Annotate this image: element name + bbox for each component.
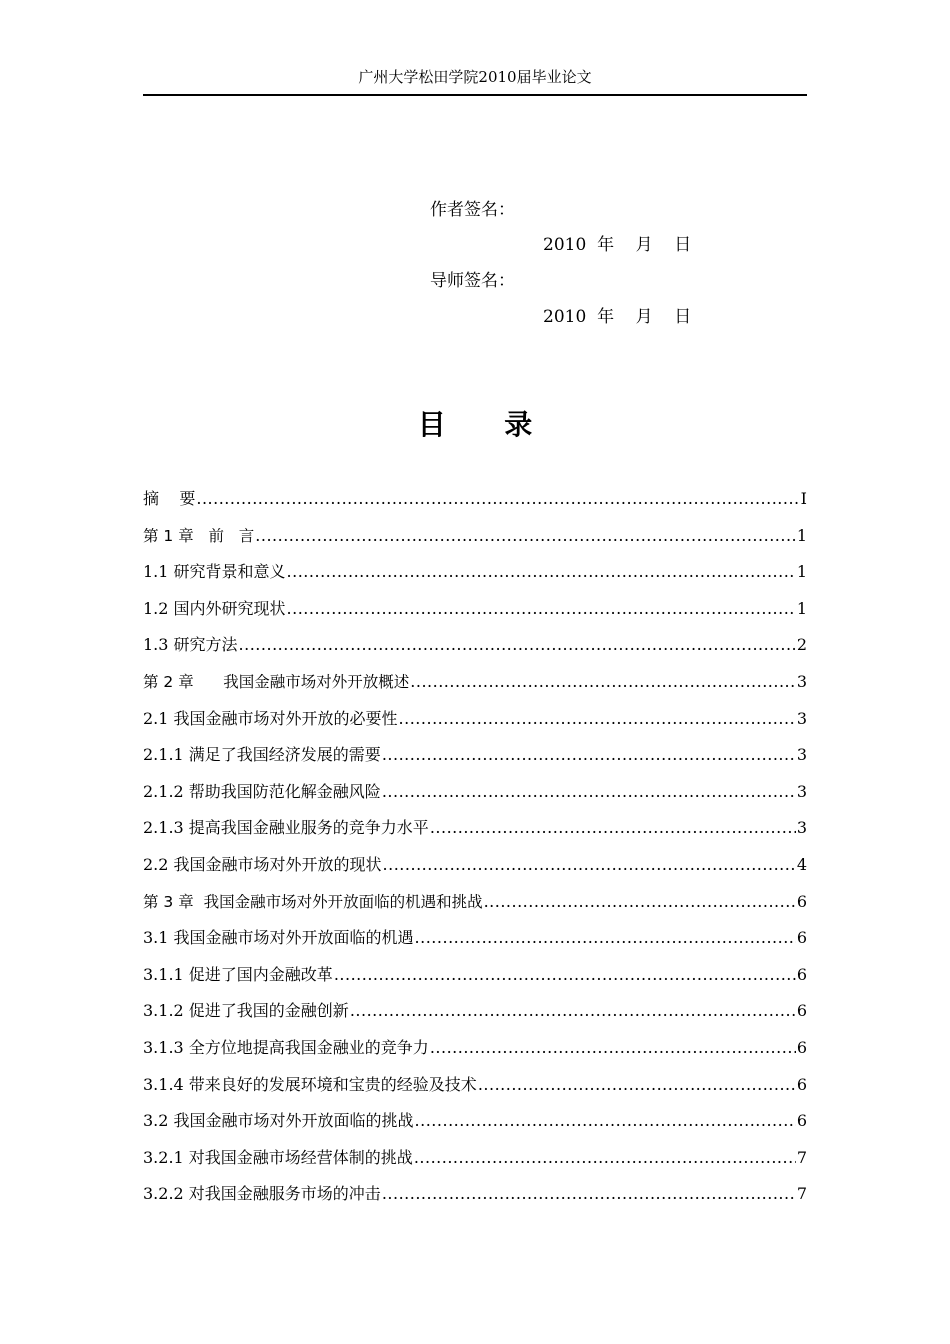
toc-entry-page: I — [800, 489, 807, 508]
toc-dot-leader — [382, 777, 796, 807]
toc-entry[interactable] — [143, 484, 807, 521]
toc-entry[interactable] — [143, 777, 807, 814]
toc-entry[interactable] — [143, 630, 807, 667]
toc-entry[interactable] — [143, 1179, 807, 1216]
toc-dot-leader — [334, 960, 796, 990]
toc-entry-title: 3.2.2 对我国金融服务市场的冲击 — [143, 1184, 381, 1204]
toc-dot-leader — [415, 923, 796, 953]
toc-entry-title: 3.1.4 带来良好的发展环境和宝贵的经验及技术 — [143, 1074, 477, 1094]
toc-entry[interactable] — [143, 960, 807, 997]
toc-entry-title: 3.1.1 促进了国内金融改革 — [143, 964, 333, 984]
toc-dot-leader — [239, 630, 796, 660]
toc-entry-title: 3.1 我国金融市场对外开放面临的机遇 — [143, 928, 414, 948]
toc-entry[interactable] — [143, 1106, 807, 1143]
toc-dot-leader — [410, 667, 796, 697]
toc-entry-page: 1 — [796, 525, 807, 545]
toc-dot-leader — [196, 484, 799, 514]
toc-entry-page: 7 — [796, 1184, 807, 1204]
toc-entry-title: 3.2.1 对我国金融市场经营体制的挑战 — [143, 1147, 413, 1167]
toc-entry-page: 6 — [796, 928, 807, 948]
toc-entry-page: 2 — [796, 635, 807, 655]
toc-dot-leader — [287, 557, 796, 587]
toc-dot-leader — [430, 813, 796, 843]
toc-dot-leader — [484, 887, 796, 917]
toc-entry[interactable] — [143, 887, 807, 924]
toc-entry-page: 3 — [796, 818, 807, 838]
toc-dot-leader — [478, 1070, 796, 1100]
toc-entry-page: 6 — [796, 964, 807, 984]
toc-entry[interactable] — [143, 704, 807, 741]
toc-entry-title: 2.2 我国金融市场对外开放的现状 — [143, 854, 382, 874]
signature-block — [0, 0, 950, 340]
toc-dot-leader — [383, 850, 796, 880]
toc-entry-page: 3 — [796, 708, 807, 728]
toc-entry-title: 2.1.2 帮助我国防范化解金融风险 — [143, 781, 381, 801]
toc-dot-leader — [415, 1106, 796, 1136]
toc-entry-title: 1.3 研究方法 — [143, 635, 238, 655]
toc-entry[interactable] — [143, 996, 807, 1033]
toc-entry-title: 第 2 章 我国金融市场对外开放概述 — [143, 672, 410, 691]
toc-entry-title: 第 3 章 我国金融市场对外开放面临的机遇和挑战 — [143, 892, 483, 911]
toc-entry[interactable] — [143, 521, 807, 558]
toc-dot-leader — [414, 1143, 796, 1173]
toc-dot-leader — [430, 1033, 796, 1063]
header-title: 广州大学松田学院2010届毕业论文 — [358, 68, 592, 86]
toc-entry-page: 6 — [796, 1001, 807, 1021]
toc-entry[interactable] — [143, 850, 807, 887]
toc-entry-page: 6 — [796, 891, 807, 911]
author-signature-date: 2010 年 月 日 — [543, 235, 692, 255]
toc-entry-title: 3.2 我国金融市场对外开放面临的挑战 — [143, 1111, 414, 1131]
toc-entry-title: 1.2 国内外研究现状 — [143, 598, 286, 618]
toc-entry-title: 2.1 我国金融市场对外开放的必要性 — [143, 708, 398, 728]
toc-dot-leader — [255, 521, 796, 551]
author-signature-label: 作者签名： — [430, 200, 515, 220]
advisor-signature-date: 2010 年 月 日 — [543, 307, 692, 327]
toc-title: 目 录 — [417, 408, 533, 441]
toc-entry-page: 1 — [796, 562, 807, 582]
toc-entry-title: 3.1.2 促进了我国的金融创新 — [143, 1001, 349, 1021]
toc-entry[interactable] — [143, 740, 807, 777]
toc-entry-title: 1.1 研究背景和意义 — [143, 562, 286, 582]
toc-entry-title: 摘 要 — [143, 489, 196, 508]
toc-entry[interactable] — [143, 923, 807, 960]
toc-entry-title: 2.1.3 提高我国金融业服务的竞争力水平 — [143, 818, 429, 838]
toc-dot-leader — [399, 704, 796, 734]
toc-entry[interactable] — [143, 667, 807, 704]
toc-entry[interactable] — [143, 557, 807, 594]
toc-entry-page: 6 — [796, 1074, 807, 1094]
toc-entry-page: 6 — [796, 1037, 807, 1057]
toc-dot-leader — [382, 740, 796, 770]
advisor-signature-label: 导师签名： — [430, 271, 515, 291]
toc-dot-leader — [287, 594, 796, 624]
toc-entry[interactable] — [143, 594, 807, 631]
toc-entry-title: 3.1.3 全方位地提高我国金融业的竞争力 — [143, 1037, 429, 1057]
toc-entry-page: 7 — [796, 1147, 807, 1167]
toc-entry-title: 2.1.1 满足了我国经济发展的需要 — [143, 745, 381, 765]
toc-dot-leader — [382, 1179, 796, 1209]
toc-entry[interactable] — [143, 1143, 807, 1180]
toc-entry[interactable] — [143, 813, 807, 850]
toc-entry[interactable] — [143, 1070, 807, 1107]
toc-entry-title: 第 1 章 前 言 — [143, 526, 255, 545]
toc-entry-page: 3 — [796, 671, 807, 691]
toc-entry-page: 1 — [796, 598, 807, 618]
toc-entry[interactable] — [143, 1033, 807, 1070]
toc-entry-page: 4 — [796, 854, 807, 874]
toc-dot-leader — [350, 996, 796, 1026]
toc-entry-page: 3 — [796, 781, 807, 801]
toc-list — [143, 484, 807, 1216]
toc-entry-page: 3 — [796, 745, 807, 765]
toc-entry-page: 6 — [796, 1111, 807, 1131]
